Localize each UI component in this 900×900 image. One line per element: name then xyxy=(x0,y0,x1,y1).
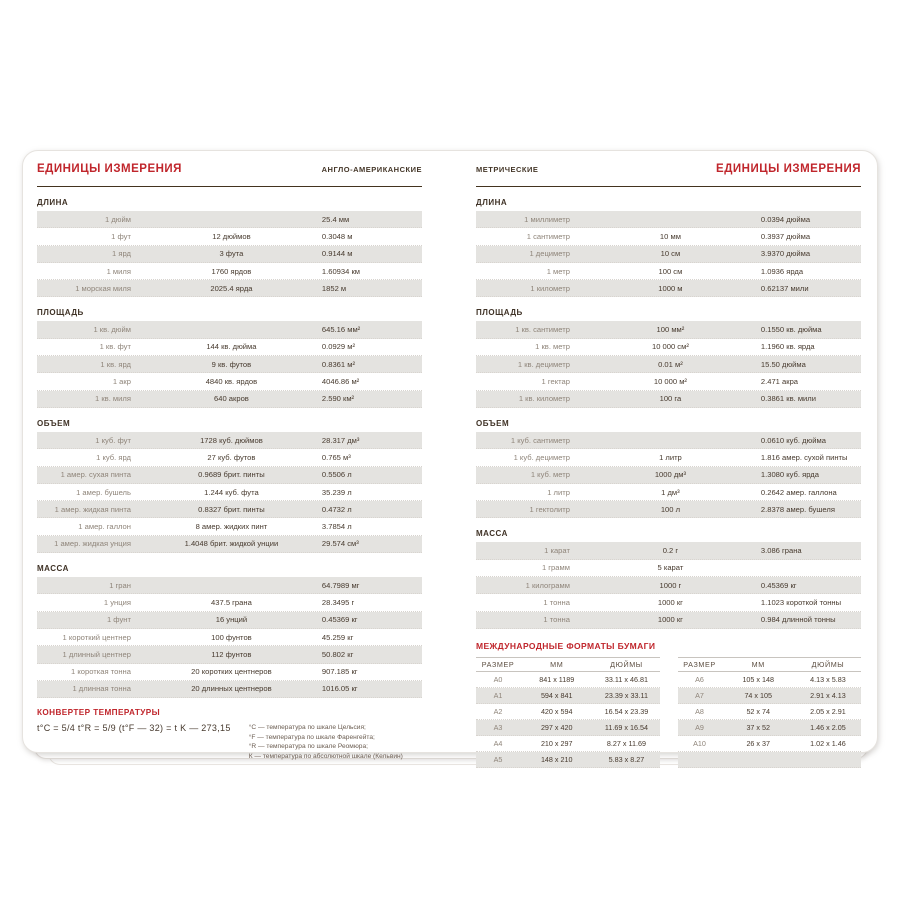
unit-cell: 1 акр xyxy=(112,377,131,387)
unit-cell: 1 карат xyxy=(544,546,570,556)
table-row xyxy=(37,681,422,698)
equivalent-cell: 0.01 м² xyxy=(658,359,683,369)
value-cell: 25.4 мм xyxy=(321,214,350,224)
conversion-table xyxy=(37,577,422,698)
table-row xyxy=(37,484,422,501)
unit-cell: 1 амер. галлон xyxy=(78,522,131,532)
table-row xyxy=(37,646,422,663)
table-row xyxy=(37,536,422,553)
table-row xyxy=(37,339,422,356)
unit-cell: 1 километр xyxy=(530,283,570,293)
equivalent-cell: 1000 кг xyxy=(657,597,683,607)
value-cell: 1.816 амер. сухой пинты xyxy=(760,452,848,462)
table-row xyxy=(37,467,422,484)
unit-cell: 1 грамм xyxy=(541,563,570,573)
table-row xyxy=(476,542,861,559)
table-row xyxy=(37,501,422,518)
equivalent-cell: 12 дюймов xyxy=(212,231,251,241)
equivalent-cell: 3 фута xyxy=(219,249,244,259)
table-row xyxy=(37,356,422,373)
equivalent-cell: 10 000 см² xyxy=(651,342,689,352)
column-header-inches: ДЮЙМЫ xyxy=(610,659,643,669)
value-cell: 1.0936 ярда xyxy=(760,266,804,276)
table-row xyxy=(37,449,422,466)
equivalent-cell: 5 карат xyxy=(657,563,684,573)
unit-cell: 1 амер. жидкая пинта xyxy=(54,504,131,514)
size-cell: A8 xyxy=(695,706,704,716)
table-row xyxy=(678,672,862,688)
mm-cell: 594 x 841 xyxy=(540,690,573,700)
value-cell: 0.4732 л xyxy=(321,504,352,514)
size-cell: A5 xyxy=(493,754,503,764)
table-row xyxy=(476,560,861,577)
table-row xyxy=(476,612,861,629)
page-left xyxy=(23,151,450,760)
unit-cell: 1 ярд xyxy=(112,249,131,259)
value-cell: 50.802 кг xyxy=(321,649,354,659)
mm-cell: 74 x 105 xyxy=(744,690,773,700)
page-right xyxy=(450,151,877,764)
equivalent-cell: 100 га xyxy=(659,394,682,404)
equivalent-cell: 0.9689 брит. пинты xyxy=(198,470,265,480)
mm-cell: 841 x 1189 xyxy=(539,674,575,684)
table-row xyxy=(678,752,862,768)
section-heading: ДЛИНА xyxy=(37,198,69,207)
conversion-table xyxy=(476,542,861,628)
table-row xyxy=(678,720,862,736)
value-cell: 0.5506 л xyxy=(321,470,352,480)
section-heading: МАССА xyxy=(37,564,69,574)
table-row xyxy=(37,629,422,646)
size-cell: A1 xyxy=(493,690,503,700)
page-subtitle: МЕТРИЧЕСКИЕ xyxy=(476,165,539,174)
inches-cell: 1.46 x 2.05 xyxy=(810,722,846,732)
table-row xyxy=(678,688,862,704)
table-row xyxy=(37,391,422,408)
value-cell: 2.471 акра xyxy=(760,377,799,387)
equivalent-cell: 100 фунтов xyxy=(211,632,252,642)
value-cell: 2.8378 амер. бушеля xyxy=(760,504,835,514)
size-cell: A2 xyxy=(493,706,503,716)
table-row xyxy=(476,467,861,484)
section-heading: ПЛОЩАДЬ xyxy=(37,308,84,318)
unit-cell: 1 миллиметр xyxy=(524,214,570,224)
unit-cell: 1 куб. сантиметр xyxy=(510,435,570,445)
equivalent-cell: 2025.4 ярда xyxy=(210,283,253,293)
legend-line-reaumur: °R — температура по шкале Реомюра; xyxy=(248,743,368,751)
equivalent-cell: 1 дм³ xyxy=(661,487,680,497)
page-right-header xyxy=(476,163,861,183)
table-row xyxy=(476,736,660,752)
table-row xyxy=(37,263,422,280)
temperature-legend xyxy=(249,723,422,761)
page-title: ЕДИНИЦЫ ИЗМЕРЕНИЯ xyxy=(37,163,182,175)
table-row xyxy=(476,228,861,245)
paper-table xyxy=(678,672,862,768)
table-row xyxy=(476,501,861,518)
table-row xyxy=(476,752,660,768)
column-header-size: РАЗМЕР xyxy=(481,659,515,669)
column-header-mm: ММ xyxy=(550,659,564,669)
mm-cell: 297 x 420 xyxy=(540,722,573,732)
value-cell: 28.317 дм³ xyxy=(321,435,360,445)
value-cell: 0.3048 м xyxy=(321,231,353,241)
unit-cell: 1 метр xyxy=(546,266,570,276)
table-row xyxy=(37,432,422,449)
equivalent-cell: 112 фунтов xyxy=(211,649,252,659)
unit-cell: 1 кв. метр xyxy=(535,342,570,352)
table-row xyxy=(37,577,422,594)
table-row xyxy=(476,211,861,228)
mm-cell: 105 x 148 xyxy=(742,674,775,684)
section-heading: ОБЪЕМ xyxy=(476,418,510,428)
inches-cell: 5.83 x 8.27 xyxy=(608,754,645,764)
value-cell: 4046.86 м² xyxy=(321,377,360,387)
legend-line-fahrenheit: °F — температура по шкале Фаренгейта; xyxy=(248,733,375,741)
conversion-table xyxy=(476,211,861,297)
equivalent-cell: 10 мм xyxy=(659,231,681,241)
mm-cell: 148 x 210 xyxy=(540,754,573,764)
paper-table-left xyxy=(476,657,660,768)
equivalent-cell: 100 см xyxy=(658,266,683,276)
value-cell: 3.9370 дюйма xyxy=(760,249,811,259)
value-cell: 0.984 длинной тонны xyxy=(760,615,836,625)
equivalent-cell: 1000 г xyxy=(659,580,682,590)
header-rule xyxy=(37,186,422,187)
page-title: ЕДИНИЦЫ ИЗМЕРЕНИЯ xyxy=(716,163,861,175)
table-row xyxy=(476,688,660,704)
temperature-heading: КОНВЕРТЕР ТЕМПЕРАТУРЫ xyxy=(37,708,161,718)
value-cell: 1.1023 короткой тонны xyxy=(760,597,842,607)
inches-cell: 1.02 x 1.46 xyxy=(810,738,846,748)
section-length xyxy=(37,198,422,297)
unit-cell: 1 фунт xyxy=(106,615,131,625)
conversion-table xyxy=(37,211,422,297)
paper-table xyxy=(476,672,660,768)
table-row xyxy=(37,594,422,611)
paper-formats xyxy=(476,641,861,768)
inches-cell: 2.05 x 2.91 xyxy=(810,706,846,716)
unit-cell: 1 дюйм xyxy=(105,214,131,224)
table-row xyxy=(476,356,861,373)
column-header-mm: ММ xyxy=(751,659,765,669)
unit-cell: 1 амер. бушель xyxy=(76,487,131,497)
inches-cell: 33.11 x 46.81 xyxy=(604,674,648,684)
legend-line-celsius: °C — температура по шкале Цельсия; xyxy=(248,724,366,732)
equivalent-cell: 27 куб. футов xyxy=(207,452,256,462)
unit-cell: 1 кв. ярд xyxy=(100,359,131,369)
table-row xyxy=(37,518,422,535)
page-left-header xyxy=(37,163,422,183)
table-row xyxy=(476,484,861,501)
unit-cell: 1 килограмм xyxy=(525,580,570,590)
unit-cell: 1 гектар xyxy=(541,377,570,387)
section-volume xyxy=(37,419,422,553)
equivalent-cell: 1 литр xyxy=(659,452,682,462)
equivalent-cell: 1728 куб. дюймов xyxy=(200,435,263,445)
value-cell: 0.62137 мили xyxy=(760,283,809,293)
unit-cell: 1 дециметр xyxy=(529,249,570,259)
equivalent-cell: 16 унций xyxy=(215,615,248,625)
size-cell: A9 xyxy=(695,722,704,732)
value-cell: 35.239 л xyxy=(321,487,352,497)
table-row xyxy=(476,321,861,338)
table-row xyxy=(476,449,861,466)
value-cell: 3.7854 л xyxy=(321,522,352,532)
size-cell: A0 xyxy=(493,674,503,684)
table-row xyxy=(476,577,861,594)
value-cell: 0.0610 куб. дюйма xyxy=(760,435,826,445)
unit-cell: 1 куб. ярд xyxy=(96,452,131,462)
value-cell: 64.7989 мг xyxy=(321,580,360,590)
unit-cell: 1 кв. километр xyxy=(518,394,570,404)
unit-cell: 1 длинная тонна xyxy=(72,684,131,694)
mm-cell: 52 x 74 xyxy=(746,706,771,716)
table-row xyxy=(476,720,660,736)
legend-line-kelvin: К — температура по абсолютной шкале (Кельвин) xyxy=(248,752,403,760)
unit-cell: 1 гран xyxy=(109,580,131,590)
unit-cell: 1 унция xyxy=(103,597,131,607)
value-cell: 0.765 м³ xyxy=(321,452,351,462)
unit-cell: 1 тонна xyxy=(543,597,570,607)
value-cell: 1.1960 кв. ярда xyxy=(760,342,815,352)
value-cell: 1016.05 кг xyxy=(321,684,358,694)
unit-cell: 1 кв. миля xyxy=(95,394,131,404)
value-cell: 3.086 грана xyxy=(760,546,802,556)
equivalent-cell: 8 амер. жидких пинт xyxy=(195,522,268,532)
equivalent-cell: 1000 м xyxy=(658,283,683,293)
equivalent-cell: 144 кв. дюйма xyxy=(206,342,257,352)
equivalent-cell: 640 акров xyxy=(214,394,249,404)
equivalent-cell: 20 длинных центнеров xyxy=(191,684,272,694)
mm-cell: 420 x 594 xyxy=(540,706,573,716)
table-row xyxy=(37,246,422,263)
value-cell: 1.60934 км xyxy=(321,266,361,276)
equivalent-cell: 1.4048 брит. жидкой унции xyxy=(184,539,279,549)
value-cell: 0.45369 кг xyxy=(321,615,358,625)
paper-table-right xyxy=(678,657,862,768)
equivalent-cell: 20 коротких центнеров xyxy=(191,667,272,677)
equivalent-cell: 0.2 г xyxy=(662,546,679,556)
table-row xyxy=(476,594,861,611)
temperature-body xyxy=(37,723,422,761)
unit-cell: 1 короткая тонна xyxy=(71,667,131,677)
value-cell: 0.2642 амер. галлона xyxy=(760,487,837,497)
value-cell: 1.3080 куб. ярда xyxy=(760,470,819,480)
inches-cell: 23.39 x 33.11 xyxy=(604,690,648,700)
table-row xyxy=(476,432,861,449)
section-heading: МАССА xyxy=(476,529,508,539)
unit-cell: 1 короткий центнер xyxy=(62,632,131,642)
table-row xyxy=(476,246,861,263)
mm-cell: 26 x 37 xyxy=(746,738,771,748)
size-cell: A4 xyxy=(493,738,503,748)
equivalent-cell: 1760 ярдов xyxy=(211,266,252,276)
table-row xyxy=(37,228,422,245)
inches-cell: 16.54 x 23.39 xyxy=(604,706,649,716)
equivalent-cell: 9 кв. футов xyxy=(211,359,252,369)
table-row xyxy=(37,612,422,629)
unit-cell: 1 гектолитр xyxy=(529,504,570,514)
unit-cell: 1 миля xyxy=(106,266,131,276)
table-row xyxy=(37,664,422,681)
value-cell: 28.3495 г xyxy=(321,597,355,607)
size-cell: A6 xyxy=(695,674,704,684)
section-volume xyxy=(476,419,861,518)
table-row xyxy=(37,321,422,338)
unit-cell: 1 амер. сухая пинта xyxy=(60,470,131,480)
equivalent-cell: 1000 дм³ xyxy=(654,470,687,480)
paper-formats-heading: МЕЖДУНАРОДНЫЕ ФОРМАТЫ БУМАГИ xyxy=(476,640,656,651)
unit-cell: 1 длинный центнер xyxy=(62,649,131,659)
equivalent-cell: 10 см xyxy=(660,249,681,259)
column-header-inches: ДЮЙМЫ xyxy=(811,659,845,669)
value-cell: 1852 м xyxy=(321,283,347,293)
unit-cell: 1 кв. дециметр xyxy=(517,359,570,369)
table-row xyxy=(37,373,422,390)
value-cell: 15.50 дюйма xyxy=(760,359,806,369)
value-cell: 907.185 кг xyxy=(321,667,358,677)
equivalent-cell: 437.5 грана xyxy=(211,597,252,607)
equivalent-cell: 10 000 м² xyxy=(653,377,687,387)
section-heading: ПЛОЩАДЬ xyxy=(476,308,523,318)
conversion-table xyxy=(37,321,422,407)
equivalent-cell: 100 л xyxy=(660,504,681,514)
section-mass xyxy=(37,564,422,698)
equivalent-cell: 1000 кг xyxy=(657,615,683,625)
conversion-table xyxy=(476,432,861,518)
inches-cell: 8.27 x 11.69 xyxy=(606,738,646,748)
unit-cell: 1 куб. фут xyxy=(95,435,131,445)
header-rule xyxy=(476,186,861,187)
size-cell: A3 xyxy=(493,722,503,732)
column-header-size: РАЗМЕР xyxy=(683,659,716,669)
conversion-table xyxy=(476,321,861,407)
value-cell: 2.590 км² xyxy=(321,394,355,404)
equivalent-cell: 4840 кв. ярдов xyxy=(205,377,258,387)
unit-cell: 1 амер. жидкая унция xyxy=(54,539,131,549)
value-cell: 45.259 кг xyxy=(321,632,354,642)
inches-cell: 2.91 x 4.13 xyxy=(810,690,846,700)
unit-cell: 1 кв. фут xyxy=(99,342,131,352)
mm-cell: 37 x 52 xyxy=(746,722,771,732)
value-cell: 0.8361 м² xyxy=(321,359,355,369)
table-row xyxy=(476,704,660,720)
inches-cell: 11.69 x 16.54 xyxy=(604,722,648,732)
table-row xyxy=(476,391,861,408)
paper-table-header xyxy=(678,657,862,672)
conversion-table xyxy=(37,432,422,553)
value-cell: 0.45369 кг xyxy=(760,580,797,590)
page-subtitle: АНГЛО-АМЕРИКАНСКИЕ xyxy=(321,165,422,174)
table-row xyxy=(678,736,862,752)
size-cell: A7 xyxy=(695,690,704,700)
table-row xyxy=(476,339,861,356)
paper-table-header xyxy=(476,657,660,672)
unit-cell: 1 морская миля xyxy=(75,283,131,293)
section-heading: ОБЪЕМ xyxy=(37,418,71,428)
unit-cell: 1 кв. дюйм xyxy=(93,325,131,335)
inches-cell: 4.13 x 5.83 xyxy=(810,674,846,684)
value-cell: 29.574 см³ xyxy=(321,539,359,549)
equivalent-cell: 0.8327 брит. пинты xyxy=(198,504,265,514)
value-cell: 0.9144 м xyxy=(321,249,353,259)
table-row xyxy=(476,263,861,280)
value-cell: 0.3861 кв. мили xyxy=(760,394,816,404)
value-cell: 0.3937 дюйма xyxy=(760,231,811,241)
section-mass xyxy=(476,529,861,628)
paper-formats-tables xyxy=(476,657,861,768)
unit-cell: 1 литр xyxy=(547,487,570,497)
section-length xyxy=(476,198,861,297)
unit-cell: 1 куб. дециметр xyxy=(513,452,570,462)
unit-cell: 1 фут xyxy=(111,231,131,241)
value-cell: 0.0394 дюйма xyxy=(760,214,811,224)
section-heading: ДЛИНА xyxy=(476,198,508,207)
unit-cell: 1 тонна xyxy=(543,615,570,625)
section-area xyxy=(37,308,422,407)
value-cell: 0.0929 м² xyxy=(321,342,355,352)
value-cell: 0.1550 кв. дюйма xyxy=(760,325,822,335)
notebook-spread xyxy=(22,150,878,764)
unit-cell: 1 куб. метр xyxy=(530,470,570,480)
mm-cell: 210 x 297 xyxy=(540,738,573,748)
table-row xyxy=(476,672,660,688)
table-row xyxy=(37,211,422,228)
unit-cell: 1 кв. сантиметр xyxy=(515,325,570,335)
temperature-formula: t°C = 5/4 t°R = 5/9 (t°F — 32) = t K — 273,15 xyxy=(37,723,231,734)
table-row xyxy=(476,280,861,297)
temperature-converter xyxy=(37,708,422,761)
value-cell: 645.16 мм² xyxy=(321,325,361,335)
section-area xyxy=(476,308,861,407)
table-row xyxy=(678,704,862,720)
size-cell: A10 xyxy=(693,738,706,748)
equivalent-cell: 100 мм² xyxy=(656,325,685,335)
unit-cell: 1 сантиметр xyxy=(526,231,570,241)
table-row xyxy=(37,280,422,297)
equivalent-cell: 1.244 куб. фута xyxy=(204,487,259,497)
table-row xyxy=(476,373,861,390)
